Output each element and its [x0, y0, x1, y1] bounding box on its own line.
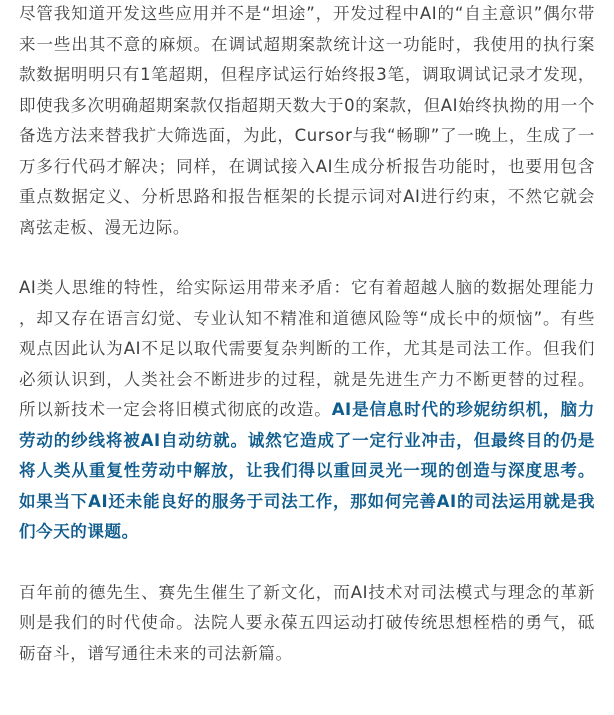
paragraph-spacer	[19, 243, 595, 273]
paragraph-spacer	[19, 548, 595, 578]
paragraph-era-mission: 百年前的德先生、赛先生催生了新文化，而AI技术对司法模式与理念的革新则是我们的时代使命。法院人要永葆五四运动打破传统思想桎梏的勇气，砥砺奋斗，谱写通往未来的司法新篇。	[19, 582, 595, 663]
paragraph-development-challenges: 尽管我知道开发这些应用并不是“坦途”，开发过程中AI的“自主意识”偶尔带来一些出其不意的麻烦。在调试超期案款统计这一功能时，我使用的执行案款数据明明只有1笔超期，但程序试运行始终报3笔，调取调试记录才发现，即使我多次明确超期案款仅指超期天数大于0的案款，但AI始终执拗的用一个备选方法来替我扩大筛选面，为此，Cursor与我“畅聊”了一晚上，生成了一万多行代码才解决；同样，在调试接入AI生成分析报告功能时，也要用包含重点数据定义、分析思路和报告框架的长提示词对AI进行约束，不然它就会离弦走板、漫无边际。	[19, 4, 595, 237]
paragraph-ai-characteristics	[19, 273, 595, 548]
paragraph-ai-characteristics-text: AI类人思维的特性，给实际运用带来矛盾：它有着超越人脑的数据处理能力，却又存在语言幻觉、专业认知不精准和道德风险等“成长中的烦恼”。有些观点因此认为AI不足以取代需要复杂判断的工作，尤其是司法工作。但我们必须认识到，人类社会不断进步的过程，就是先进生产力不断更替的过程。所以新技术一定会将旧模式彻底的改造。	[19, 278, 595, 419]
emphasis-text-ai-loom: AI是信息时代的珍妮纺织机，脑力劳动的纱线将被AI自动纺就。诚然它造成了一定行业冲击，但最终目的仍是将人类从重复性劳动中解放，让我们得以重回灵光一现的创造与深度思考。如果当下AI还未能良好的服务于司法工作，那如何完善AI的司法运用就是我们今天的课题。	[19, 400, 595, 541]
